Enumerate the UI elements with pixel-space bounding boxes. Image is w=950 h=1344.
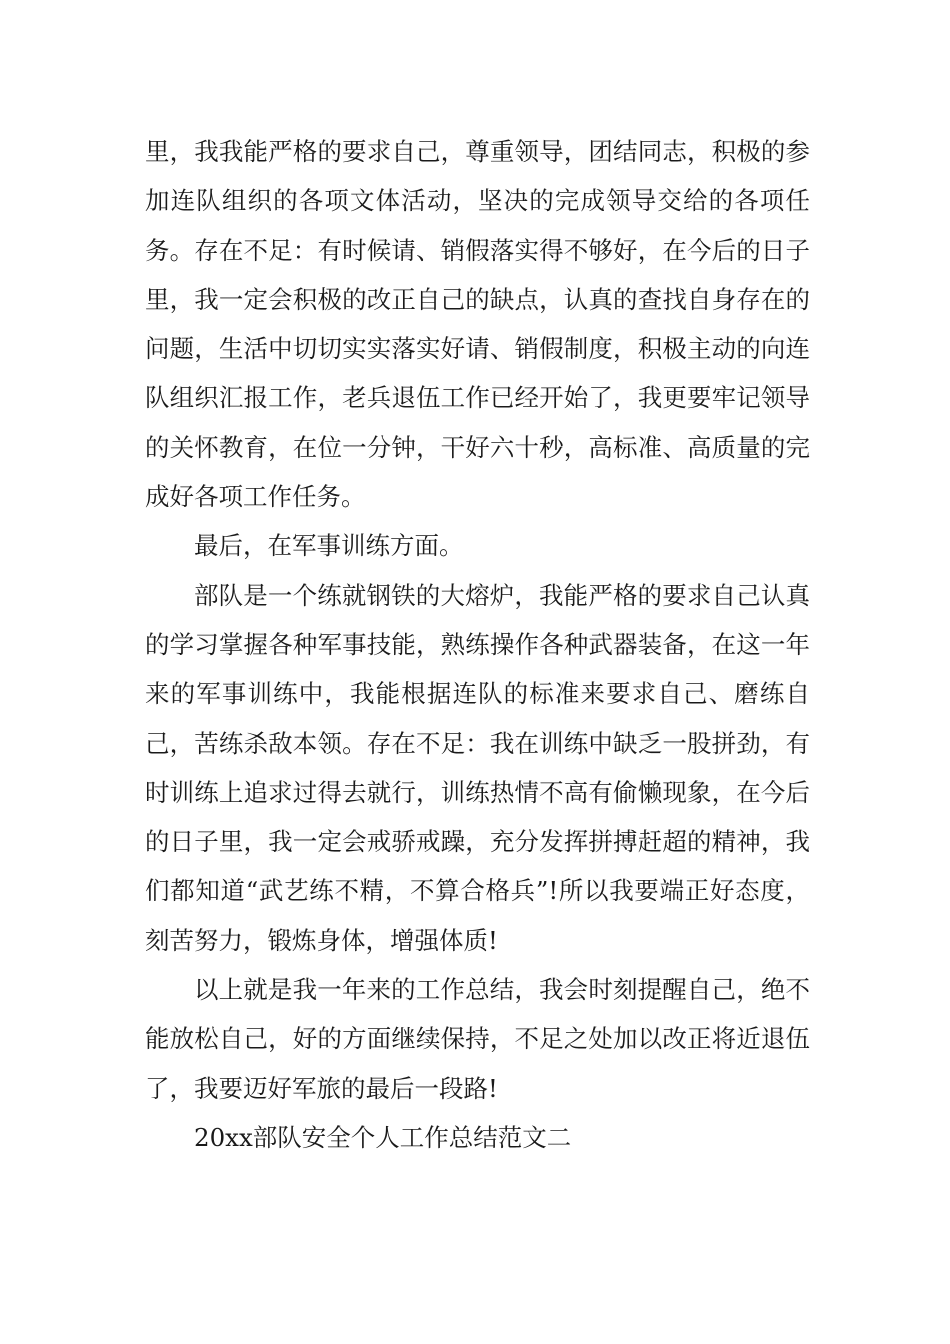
paragraph-discipline-continued: 里，我我能严格的要求自己，尊重领导，团结同志，积极的参加连队组织的各项文体活动，坚决的完成领导交给的各项任务。存在不足：有时候请、销假落实得不够好，在今后的日子里，我一定会积极的改正自己的缺点，认真的查找自身存在的问题，生活中切切实实落实好请、销假制度，积极主动的向连队组织汇报工作，老兵退伍工作已经开始了，我更要牢记领导的关怀教育，在位一分钟，干好六十秒，高标准、高质量的完成好各项工作任务。 [145,137,810,512]
paragraph-military-training-heading: 最后，在军事训练方面。 [194,531,464,561]
section-title-sample-two: 20xx部队安全个人工作总结范文二 [194,1122,572,1152]
paragraph-military-training: 部队是一个练就钢铁的大熔炉，我能严格的要求自己认真的学习掌握各种军事技能，熟练操作各种武器装备，在这一年来的军事训练中，我能根据连队的标准来要求自己、磨练自己，苦练杀敌本领。存在不足：我在训练中缺乏一股拼劲，有时训练上追求过得去就行，训练热情不高有偷懒现象，在今后的日子里，我一定会戒骄戒躁，充分发挥拼搏赶超的精神，我们都知道“武艺练不精，不算合格兵”!所以我要端正好态度，刻苦努力，锻炼身体，增强体质! [145,580,810,955]
paragraph-conclusion: 以上就是我一年来的工作总结，我会时刻提醒自己，绝不能放松自己，好的方面继续保持，不足之处加以改正将近退伍了，我要迈好军旅的最后一段路! [145,975,810,1103]
document-body [145,127,810,1162]
